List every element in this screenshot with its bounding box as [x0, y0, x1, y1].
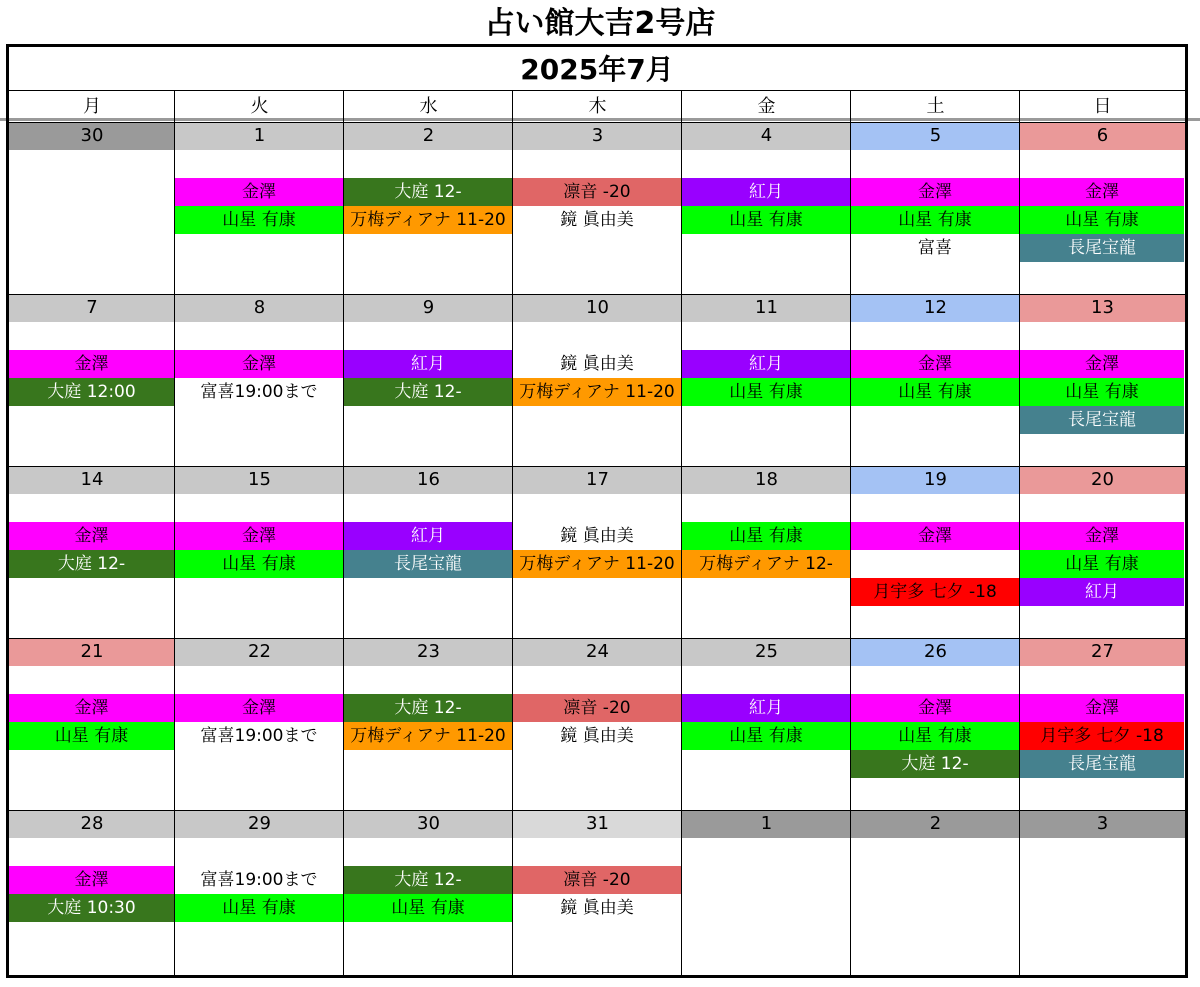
day-cell — [1020, 494, 1185, 638]
shift-entry: 鏡 眞由美 — [513, 522, 681, 550]
day-cell — [851, 322, 1020, 466]
weekday-label: 土 — [926, 96, 945, 117]
shift-entry: 富喜 — [851, 234, 1019, 262]
weekday-label: 日 — [1093, 96, 1112, 117]
row-divider — [9, 810, 1185, 811]
row-divider — [9, 122, 1185, 123]
day-number: 3 — [513, 122, 682, 150]
week-row — [9, 466, 1185, 638]
row-divider — [9, 638, 1185, 639]
shift-entry: 紅月 — [344, 522, 512, 550]
shift-entry: 万梅ディアナ 11-20 — [513, 378, 681, 406]
day-number: 21 — [9, 638, 175, 666]
day-cell — [851, 838, 1020, 982]
shift-entry: 凛音 -20 — [513, 866, 681, 894]
day-number: 2 — [851, 810, 1020, 838]
day-number: 12 — [851, 294, 1020, 322]
shift-entry: 金澤 — [9, 694, 174, 722]
column-divider — [512, 91, 513, 122]
shift-entry: 金澤 — [851, 522, 1019, 550]
shift-entry: 長尾宝龍 — [1020, 750, 1184, 778]
shift-entry: 金澤 — [1020, 694, 1184, 722]
weekday-label: 水 — [419, 96, 438, 117]
shift-entry: 金澤 — [851, 694, 1019, 722]
shift-entry: 大庭 12- — [344, 694, 512, 722]
day-number: 30 — [344, 810, 513, 838]
shift-entry: 大庭 12- — [851, 750, 1019, 778]
day-cell — [513, 666, 682, 810]
row-divider — [9, 466, 1185, 467]
day-cell — [175, 494, 344, 638]
day-cell — [9, 150, 175, 294]
shift-entry: 大庭 12- — [344, 178, 512, 206]
shift-entry: 山星 有康 — [1020, 550, 1184, 578]
day-cell — [175, 838, 344, 982]
shift-entry: 金澤 — [9, 866, 174, 894]
day-cell — [851, 494, 1020, 638]
column-divider — [850, 91, 851, 122]
shift-entry: 大庭 12- — [9, 550, 174, 578]
day-number: 6 — [1020, 122, 1185, 150]
shift-entry: 金澤 — [175, 350, 343, 378]
day-number: 20 — [1020, 466, 1185, 494]
day-cell — [682, 494, 851, 638]
shift-entry: 金澤 — [1020, 522, 1184, 550]
day-number: 29 — [175, 810, 344, 838]
day-cell — [513, 494, 682, 638]
day-cell — [9, 322, 175, 466]
day-cell — [513, 838, 682, 982]
shift-entry: 山星 有康 — [851, 206, 1019, 234]
weekday-header — [9, 91, 1185, 122]
day-number: 2 — [344, 122, 513, 150]
shift-entry: 長尾宝龍 — [344, 550, 512, 578]
shift-entry: 鏡 眞由美 — [513, 894, 681, 922]
week-row — [9, 638, 1185, 810]
shift-entry: 富喜19:00まで — [175, 722, 343, 750]
day-number: 18 — [682, 466, 851, 494]
shift-entry: 金澤 — [1020, 178, 1184, 206]
shift-entry: 紅月 — [1020, 578, 1184, 606]
column-divider — [512, 122, 513, 975]
shift-entry: 万梅ディアナ 11-20 — [513, 550, 681, 578]
day-number: 11 — [682, 294, 851, 322]
shift-entry: 凛音 -20 — [513, 178, 681, 206]
week-row — [9, 294, 1185, 466]
day-cell — [1020, 666, 1185, 810]
day-cell — [682, 838, 851, 982]
shift-entry: 山星 有康 — [682, 722, 850, 750]
shift-entry: 鏡 眞由美 — [513, 350, 681, 378]
day-cell — [513, 150, 682, 294]
shift-entry: 長尾宝龍 — [1020, 406, 1184, 434]
day-number: 17 — [513, 466, 682, 494]
column-divider — [1019, 91, 1020, 122]
column-divider — [174, 91, 175, 122]
row-divider — [9, 294, 1185, 295]
shift-entry: 山星 有康 — [175, 894, 343, 922]
day-number: 19 — [851, 466, 1020, 494]
day-number: 8 — [175, 294, 344, 322]
day-number: 15 — [175, 466, 344, 494]
page-title: 占い館大吉2号店 — [484, 6, 716, 41]
shift-entry: 月宇多 七夕 -18 — [851, 578, 1019, 606]
day-number: 22 — [175, 638, 344, 666]
shift-entry: 山星 有康 — [9, 722, 174, 750]
weekday-label: 火 — [250, 96, 269, 117]
week-row — [9, 810, 1185, 982]
day-cell — [175, 322, 344, 466]
day-cell — [851, 150, 1020, 294]
shift-entry: 山星 有康 — [344, 894, 512, 922]
day-cell — [175, 666, 344, 810]
column-divider — [1019, 122, 1020, 975]
day-number: 7 — [9, 294, 175, 322]
shift-entry: 山星 有康 — [175, 206, 343, 234]
day-number: 1 — [175, 122, 344, 150]
shift-entry: 山星 有康 — [682, 522, 850, 550]
shift-entry: 金澤 — [175, 694, 343, 722]
day-cell — [344, 838, 513, 982]
day-cell — [682, 150, 851, 294]
shift-entry: 大庭 10:30 — [9, 894, 174, 922]
column-divider — [343, 122, 344, 975]
day-cell — [1020, 838, 1185, 982]
shift-entry: 万梅ディアナ 12- — [682, 550, 850, 578]
column-divider — [681, 91, 682, 122]
shift-entry: 金澤 — [175, 178, 343, 206]
day-number: 3 — [1020, 810, 1185, 838]
day-number: 10 — [513, 294, 682, 322]
shift-entry: 紅月 — [682, 350, 850, 378]
day-number: 5 — [851, 122, 1020, 150]
shift-entry: 山星 有康 — [682, 206, 850, 234]
shift-entry: 山星 有康 — [851, 722, 1019, 750]
column-divider — [850, 122, 851, 975]
shift-entry: 凛音 -20 — [513, 694, 681, 722]
day-cell — [175, 150, 344, 294]
day-number: 9 — [344, 294, 513, 322]
column-divider — [343, 91, 344, 122]
day-number: 26 — [851, 638, 1020, 666]
day-number: 31 — [513, 810, 682, 838]
day-number: 27 — [1020, 638, 1185, 666]
day-number: 14 — [9, 466, 175, 494]
shift-entry: 長尾宝龍 — [1020, 234, 1184, 262]
day-cell — [513, 322, 682, 466]
shift-entry: 山星 有康 — [1020, 206, 1184, 234]
day-number: 1 — [682, 810, 851, 838]
day-number: 23 — [344, 638, 513, 666]
day-number: 13 — [1020, 294, 1185, 322]
shift-entry: 山星 有康 — [682, 378, 850, 406]
shift-entry: 万梅ディアナ 11-20 — [344, 206, 512, 234]
shift-entry: 富喜19:00まで — [175, 866, 343, 894]
shift-entry: 紅月 — [344, 350, 512, 378]
shift-entry: 金澤 — [851, 350, 1019, 378]
calendar — [6, 44, 1188, 978]
shift-entry: 富喜19:00まで — [175, 378, 343, 406]
day-number: 30 — [9, 122, 175, 150]
day-cell — [9, 494, 175, 638]
shift-entry: 金澤 — [1020, 350, 1184, 378]
shift-entry: 大庭 12:00 — [9, 378, 174, 406]
shift-entry: 金澤 — [175, 522, 343, 550]
shift-entry: 山星 有康 — [1020, 378, 1184, 406]
column-divider — [174, 122, 175, 975]
day-number: 4 — [682, 122, 851, 150]
day-cell — [1020, 150, 1185, 294]
day-cell — [682, 666, 851, 810]
day-cell — [344, 150, 513, 294]
weekday-label: 月 — [83, 96, 101, 117]
day-cell — [9, 666, 175, 810]
shift-entry: 紅月 — [682, 694, 850, 722]
day-cell — [344, 494, 513, 638]
column-divider — [681, 122, 682, 975]
week-row — [9, 122, 1185, 294]
shift-entry: 大庭 12- — [344, 866, 512, 894]
shift-entry: 山星 有康 — [851, 378, 1019, 406]
shift-entry: 金澤 — [851, 178, 1019, 206]
shift-entry: 万梅ディアナ 11-20 — [344, 722, 512, 750]
shift-entry: 鏡 眞由美 — [513, 206, 681, 234]
weekday-label: 金 — [757, 96, 776, 117]
day-cell — [9, 838, 175, 982]
shift-entry: 金澤 — [9, 522, 174, 550]
shift-entry: 大庭 12- — [344, 378, 512, 406]
day-cell — [1020, 322, 1185, 466]
shift-entry: 金澤 — [9, 350, 174, 378]
day-cell — [682, 322, 851, 466]
shift-entry: 鏡 眞由美 — [513, 722, 681, 750]
shift-entry: 月宇多 七夕 -18 — [1020, 722, 1184, 750]
weekday-label: 木 — [588, 96, 607, 117]
day-number: 28 — [9, 810, 175, 838]
day-cell — [344, 322, 513, 466]
month-title: 2025年7月 — [9, 47, 1185, 91]
day-number: 24 — [513, 638, 682, 666]
day-cell — [344, 666, 513, 810]
day-cell — [851, 666, 1020, 810]
shift-entry: 紅月 — [682, 178, 850, 206]
day-number: 25 — [682, 638, 851, 666]
day-number: 16 — [344, 466, 513, 494]
shift-entry: 山星 有康 — [175, 550, 343, 578]
